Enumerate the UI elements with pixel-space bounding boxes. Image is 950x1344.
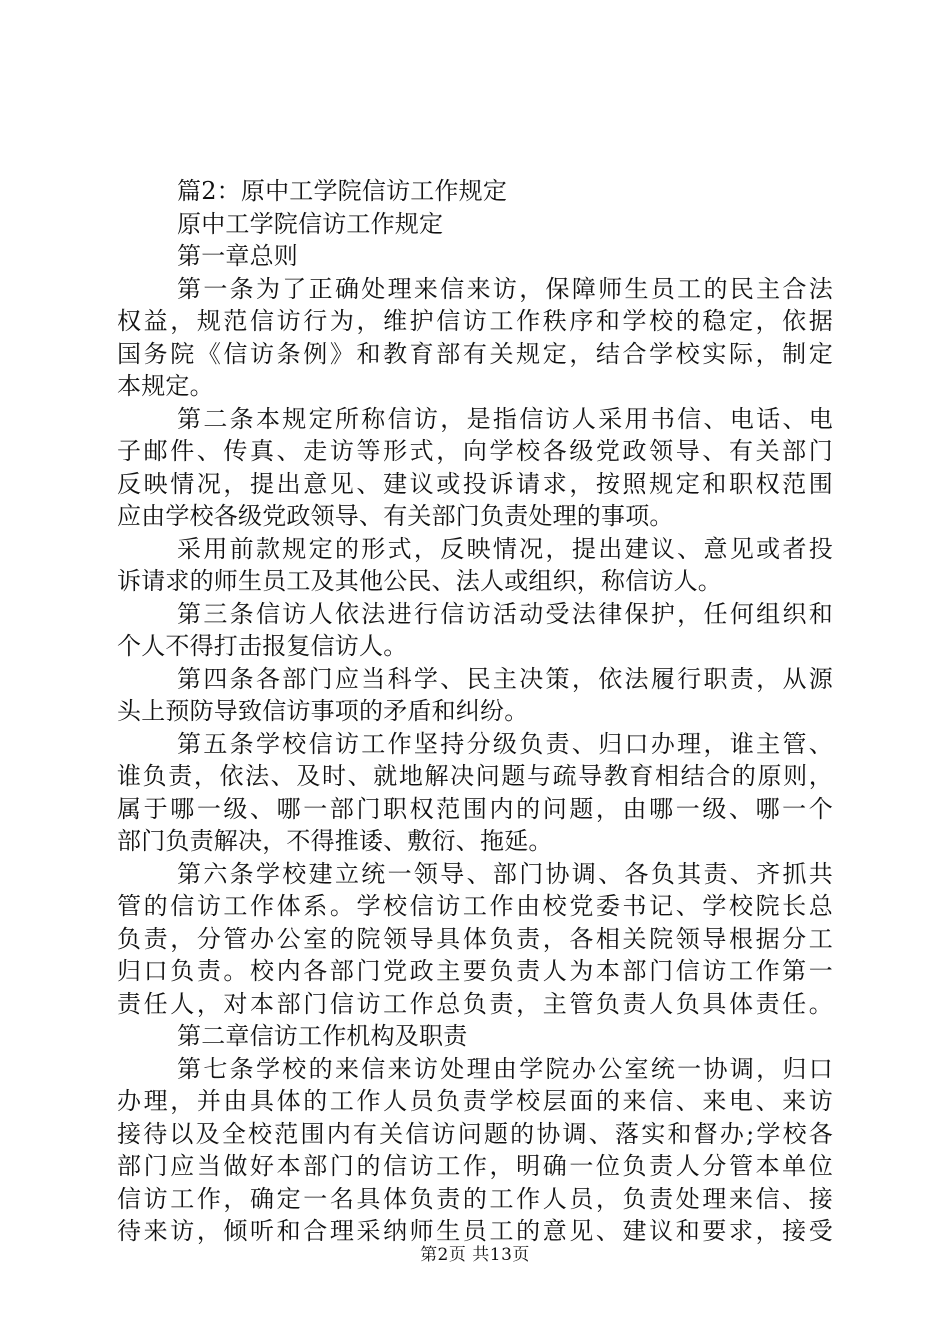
text-line: 待来访，倾听和合理采纳师生员工的意见、建议和要求，接受 [117,1217,833,1245]
text-line: 第二章信访工作机构及职责 [177,1022,468,1050]
text-line: 本规定。 [117,372,214,400]
text-line: 反映情况，提出意见、建议或投诉请求，按照规定和职权范围 [117,469,833,498]
text-line: 接待以及全校范围内有关信访问题的协调、落实和督办;学校各 [117,1119,833,1148]
text-line: 第三条信访人依法进行信访活动受法律保护，任何组织和 [177,599,833,628]
text-line: 第一章总则 [177,242,298,270]
text-line: 诉请求的师生员工及其他公民、法人或组织，称信访人。 [117,567,722,595]
text-line: 部门应当做好本部门的信访工作，明确一位负责人分管本单位 [117,1152,833,1180]
text-line: 第二条本规定所称信访，是指信访人采用书信、电话、电 [177,404,833,433]
text-line: 个人不得打击报复信访人。 [117,632,408,660]
text-line: 管的信访工作体系。学校信访工作由校党委书记、学校院长总 [117,892,833,920]
text-line: 办理，并由具体的工作人员负责学校层面的来信、来电、来访 [117,1087,833,1115]
text-line: 第五条学校信访工作坚持分级负责、归口办理，谁主管、 [177,729,833,758]
text-line: 第一条为了正确处理来信来访，保障师生员工的民主合法 [177,274,833,303]
text-line: 谁负责，依法、及时、就地解决问题与疏导教育相结合的原则， [117,762,833,790]
text-line: 国务院《信访条例》和教育部有关规定，结合学校实际，制定 [117,339,833,368]
document-body [117,175,833,1248]
text-line: 第四条各部门应当科学、民主决策，依法履行职责，从源 [177,664,833,693]
text-line: 头上预防导致信访事项的矛盾和纠纷。 [117,697,529,725]
text-line: 第六条学校建立统一领导、部门协调、各负其责、齐抓共 [177,859,833,888]
text-line: 篇2：原中工学院信访工作规定 [177,177,508,205]
text-line: 原中工学院信访工作规定 [177,209,444,238]
text-line: 属于哪一级、哪一部门职权范围内的问题，由哪一级、哪一个 [117,794,833,823]
text-line: 第七条学校的来信来访处理由学院办公室统一协调，归口 [177,1054,833,1083]
text-line: 部门负责解决，不得推诿、敷衍、拖延。 [117,827,553,855]
text-line: 负责，分管办公室的院领导具体负责，各相关院领导根据分工 [117,924,833,953]
text-line: 子邮件、传真、走访等形式，向学校各级党政领导、有关部门 [117,437,833,465]
text-line: 应由学校各级党政领导、有关部门负责处理的事项。 [117,502,674,530]
text-line: 归口负责。校内各部门党政主要负责人为本部门信访工作第一 [117,957,833,985]
text-line: 采用前款规定的形式，反映情况，提出建议、意见或者投 [177,534,833,563]
text-line: 信访工作，确定一名具体负责的工作人员，负责处理来信、接 [117,1184,833,1213]
page-footer: 第2页 共13页 [420,1245,530,1265]
text-line: 责任人，对本部门信访工作总负责，主管负责人负具体责任。 [117,989,833,1018]
text-line: 权益，规范信访行为，维护信访工作秩序和学校的稳定，依据 [117,307,833,335]
